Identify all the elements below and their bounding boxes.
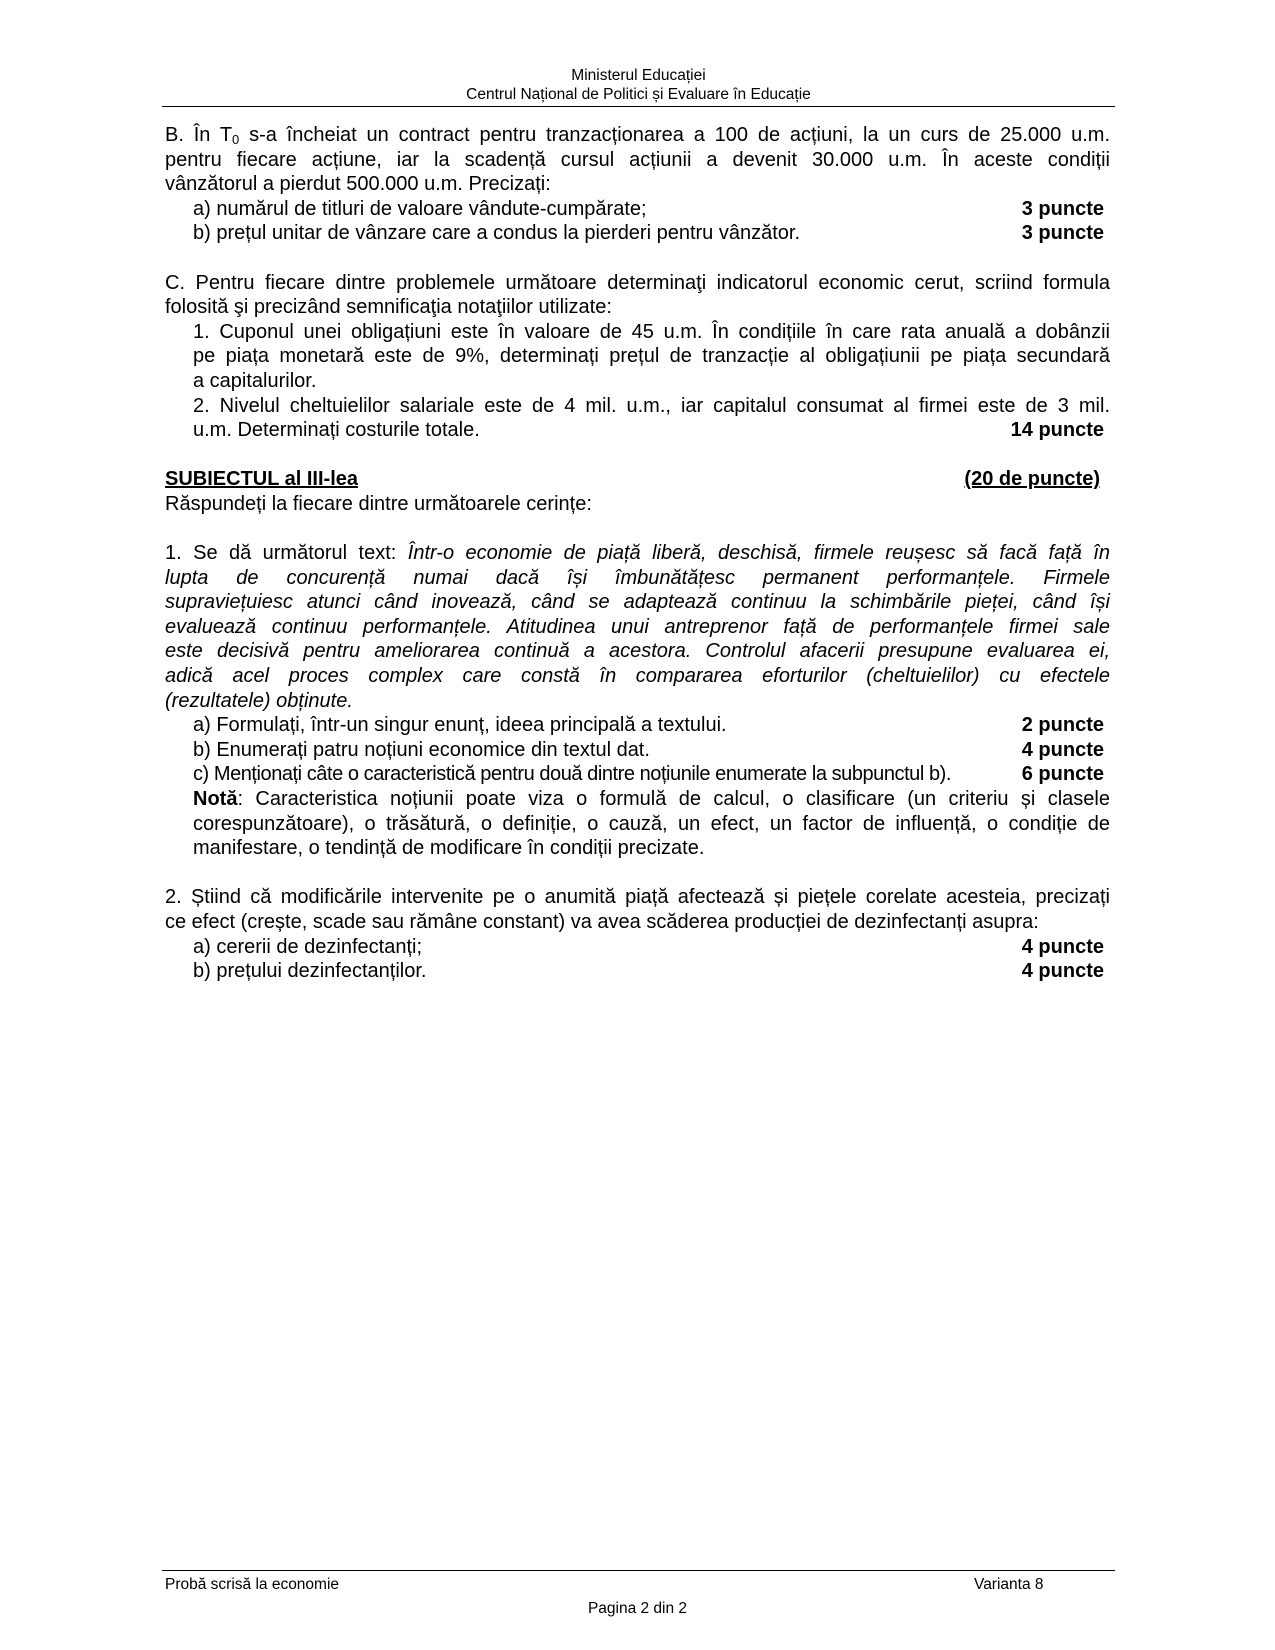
- item-text: a) Formulați, într-un singur enunț, ideea principală a textului.: [193, 714, 727, 737]
- q1-quote-line: lupta de concurență numai dacă își îmbunătățesc permanent performanțele. Firmele: [165, 566, 1110, 589]
- points-label: 4 puncte: [1021, 738, 1104, 761]
- footer-variant: Varianta 8: [974, 1576, 1044, 1593]
- points-label: 6 puncte: [1021, 763, 1104, 786]
- note-text: : Caracteristica noțiunii poate viza o formulă de calcul, o clasificare (un criteriu și clasele: [237, 788, 1110, 811]
- q1-line1: [165, 541, 1110, 566]
- note-line1: [165, 787, 1110, 812]
- subject-points: (20 de puncte): [964, 468, 1100, 491]
- section-c-p1-line2: pe piața monetară este de 9%, determinați prețul de tranzacție al obligațiunii pe piața secundară: [193, 345, 1110, 368]
- note-label: Notă: [193, 788, 238, 811]
- q2-item-a: [165, 935, 1110, 960]
- section-b-item-a: [165, 197, 1110, 222]
- q1-quote-line: adică acel proces complex care constă în compararea eforturilor (cheltuielilor) cu efectele: [165, 665, 1110, 688]
- q1-quote-line: supraviețuiesc atunci când inovează, când se adaptează continuu la schimbările pieței, când își: [165, 591, 1110, 614]
- subject-3-heading: [165, 467, 1100, 492]
- points-label: 3 puncte: [1021, 197, 1104, 220]
- document-body: [165, 123, 1110, 984]
- page-header: [162, 66, 1115, 107]
- q1-quote-last: (rezultatele) obținute.: [165, 689, 353, 712]
- points-label: 3 puncte: [1021, 222, 1104, 245]
- section-b-line1-text: s-a încheiat un contract pentru tranzacționarea a 100 de acțiuni, la un curs de 25.000 u.m.: [239, 124, 1110, 146]
- q1-quote-line: evaluează continuu performanțele. Atitudinea unui antreprenor față de performanțele firmei sale: [165, 615, 1110, 638]
- q1-prefix: 1. Se dă următorul text:: [165, 542, 408, 565]
- points-label: 14 puncte: [1010, 419, 1104, 442]
- section-b-prefix: B. În T: [165, 124, 233, 146]
- item-text: b) prețului dezinfectanților.: [193, 960, 427, 983]
- q1-item-c: [165, 762, 1110, 787]
- header-ministry: Ministerul Educației: [571, 67, 706, 84]
- q1-item-a: [165, 713, 1110, 738]
- item-text: b) Enumerați patru noțiuni economice din textul dat.: [193, 738, 650, 761]
- note-line2: corespunzătoare), o trăsătură, o definiție, o cauză, un efect, un factor de influență, o condiție de: [193, 812, 1110, 835]
- points-label: 4 puncte: [1021, 935, 1104, 958]
- subscript: 0: [232, 132, 240, 147]
- q2-line1: 2. Știind că modificările intervenite pe o anumită piață afectează și piețele corelate acesteia, precizați: [165, 886, 1110, 909]
- section-c-p2-line2: [165, 418, 1110, 443]
- footer-exam-name: Probă scrisă la economie: [165, 1576, 340, 1593]
- q1-quote-line: este decisivă pentru ameliorarea continuă a acestora. Controlul afacerii presupune evaluarea ei,: [165, 640, 1110, 663]
- subject-title: SUBIECTUL al III-lea: [165, 468, 359, 491]
- section-b-line3: vânzătorul a pierdut 500.000 u.m. Precizați:: [165, 173, 551, 196]
- section-b-line1: [165, 123, 1110, 148]
- note-line3: manifestare, o tendință de modificare în condiții precizate.: [193, 837, 705, 860]
- section-c-p1-line1: 1. Cuponul unei obligațiuni este în valoare de 45 u.m. În condițiile în care rata anuală a dobânzii: [193, 320, 1110, 343]
- section-b-line2: pentru fiecare acțiune, iar la scadență cursul acțiunii a devenit 30.000 u.m. În aceste condiții: [165, 148, 1110, 171]
- q1-item-b: [165, 738, 1110, 763]
- header-center: Centrul Național de Politici și Evaluare în Educație: [466, 86, 811, 103]
- points-label: 4 puncte: [1021, 960, 1104, 983]
- item-text: a) numărul de titluri de valoare vândute-cumpărate;: [193, 197, 647, 220]
- section-c-p1-line3: a capitalurilor.: [193, 369, 317, 392]
- section-b-item-b: [165, 221, 1110, 246]
- item-text: c) Menționați câte o caracteristică pentru două dintre noțiunile enumerate la subpunctul b).: [193, 763, 951, 786]
- footer-page-number: Pagina 2 din 2: [587, 1600, 688, 1617]
- item-text: a) cererii de dezinfectanți;: [193, 935, 423, 958]
- footer-divider: [162, 1570, 1115, 1571]
- subject-3-instruction: Răspundeți la fiecare dintre următoarele cerințe:: [165, 492, 592, 515]
- section-c-line1: C. Pentru fiecare dintre problemele următoare determinaţi indicatorul economic cerut, scriind formula: [165, 271, 1110, 294]
- item-text: u.m. Determinați costurile totale.: [193, 419, 480, 442]
- q2-line2: ce efect (crește, scade sau rămâne constant) va avea scăderea producției de dezinfectanți asupra:: [165, 911, 1039, 933]
- q1-quote-start: Într-o economie de piață liberă, deschisă, firmele reușesc să facă față în: [407, 542, 1111, 565]
- q2-item-b: [165, 959, 1110, 984]
- points-label: 2 puncte: [1021, 714, 1104, 737]
- section-c-p2-line1: 2. Nivelul cheltuielilor salariale este de 4 mil. u.m., iar capitalul consumat al firmei este de 3 mil.: [193, 394, 1110, 417]
- section-c-line2: folosită şi precizând semnificaţia notaţiilor utilizate:: [165, 296, 612, 319]
- item-text: b) prețul unitar de vânzare care a condus la pierderi pentru vânzător.: [193, 222, 801, 245]
